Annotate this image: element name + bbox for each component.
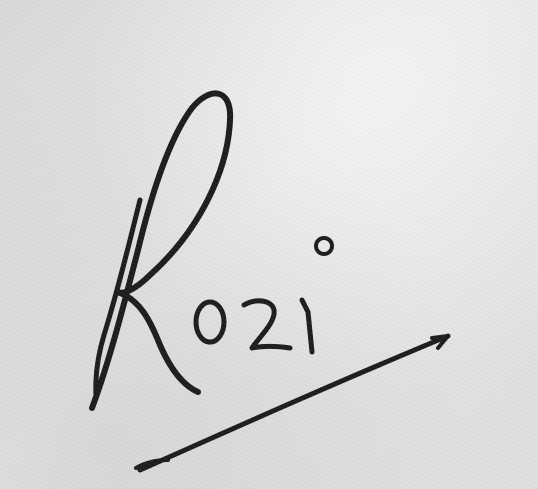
signature-letter-z [244,301,290,348]
signature-underline [140,336,448,470]
signature-letter-r-loop [92,93,230,408]
signature-i-dot [316,238,332,254]
signature-letter-r-leg [118,292,198,392]
signature-letter-i [302,300,312,352]
signature-letter-o [196,302,224,342]
